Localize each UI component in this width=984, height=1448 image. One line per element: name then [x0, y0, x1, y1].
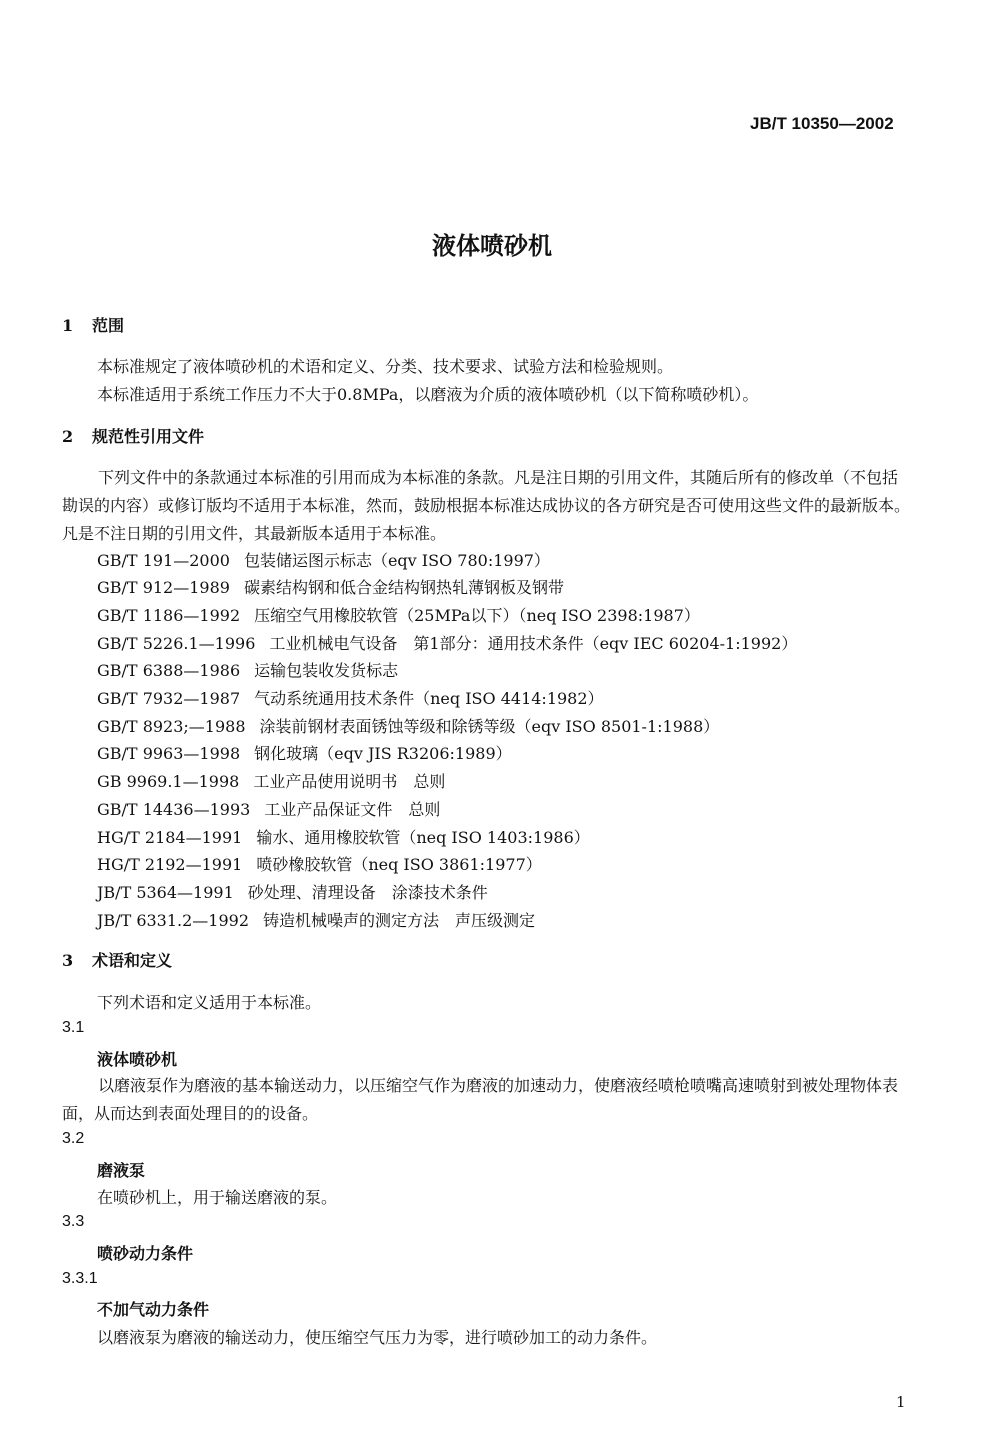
reference-code: JB/T 6331.2—1992	[97, 911, 250, 930]
document-title: 液体喷砂机	[432, 231, 552, 260]
reference-code: GB/T 8923;—1988	[97, 717, 246, 736]
reference-item	[97, 852, 542, 875]
standard-code: JB/T 10350—2002	[750, 114, 894, 133]
term-definition: 以磨液泵为磨液的输送动力，使压缩空气压力为零，进行喷砂加工的动力条件。	[97, 1328, 658, 1347]
term-name: 液体喷砂机	[97, 1050, 178, 1069]
terms-intro: 下列术语和定义适用于本标准。	[97, 993, 322, 1012]
reference-code: GB/T 191—2000	[97, 551, 230, 570]
term-definition: 以磨液泵作为磨液的基本输送动力，以压缩空气作为磨液的加速动力，使磨液经喷枪喷嘴高速喷射到被处理物体表面，从而达到表面处理目的的设备。	[62, 1076, 899, 1123]
reference-code: GB 9969.1—1998	[97, 772, 240, 791]
section-2-heading	[62, 424, 204, 447]
reference-item	[97, 825, 590, 848]
section-number: 1	[62, 316, 74, 335]
scope-paragraph-1: 本标准规定了液体喷砂机的术语和定义、分类、技术要求、试验方法和检验规则。	[97, 357, 674, 376]
section-title: 范围	[92, 316, 125, 335]
reference-title: 包装储运图示标志（eqv ISO 780:1997）	[243, 551, 550, 570]
reference-code: HG/T 2184—1991	[97, 828, 243, 847]
reference-code: JB/T 5364—1991	[97, 883, 234, 902]
reference-item	[97, 686, 604, 709]
reference-item	[97, 880, 488, 903]
reference-title: 输水、通用橡胶软管（neq ISO 1403:1986）	[256, 828, 590, 847]
reference-item	[97, 575, 564, 598]
section-title: 规范性引用文件	[92, 427, 205, 446]
reference-code: GB/T 6388—1986	[97, 661, 241, 680]
reference-title: 运输包装收发货标志	[254, 661, 399, 680]
clause-number: 3.2	[62, 1130, 85, 1147]
term-name: 喷砂动力条件	[97, 1244, 194, 1263]
section-number: 3	[62, 951, 74, 970]
reference-item	[97, 797, 440, 820]
reference-code: GB/T 1186—1992	[97, 606, 241, 625]
reference-code: GB/T 9963—1998	[97, 744, 241, 763]
reference-code: HG/T 2192—1991	[97, 855, 243, 874]
reference-item	[97, 769, 445, 792]
reference-item	[97, 658, 398, 681]
reference-code: GB/T 7932—1987	[97, 689, 241, 708]
term-name: 磨液泵	[97, 1161, 146, 1180]
clause-number: 3.3.1	[62, 1270, 98, 1287]
term-definition: 在喷砂机上，用于输送磨液的泵。	[97, 1188, 338, 1207]
reference-title: 工业产品使用说明书 总则	[253, 772, 446, 791]
section-number: 2	[62, 427, 74, 446]
reference-title: 钢化玻璃（eqv JIS R3206:1989）	[254, 744, 512, 763]
reference-title: 工业机械电气设备 第1部分：通用技术条件（eqv IEC 60204-1:1992）	[269, 634, 798, 653]
reference-title: 喷砂橡胶软管（neq ISO 3861:1977）	[256, 855, 542, 874]
clause-number: 3.3	[62, 1213, 85, 1230]
clause-number: 3.1	[62, 1019, 85, 1036]
reference-title: 工业产品保证文件 总则	[264, 800, 441, 819]
reference-title: 砂处理、清理设备 涂漆技术条件	[247, 883, 488, 902]
scope-paragraph-2: 本标准适用于系统工作压力不大于0.8MPa，以磨液为介质的液体喷砂机（以下简称喷砂机）。	[97, 385, 759, 404]
reference-item	[97, 548, 550, 571]
reference-title: 涂装前钢材表面锈蚀等级和除锈等级（eqv ISO 8501-1:1988）	[259, 717, 720, 736]
reference-code: GB/T 5226.1—1996	[97, 634, 256, 653]
section-3-heading	[62, 948, 172, 971]
page-number: 1	[896, 1393, 906, 1411]
reference-item	[97, 908, 535, 931]
reference-title: 碳素结构钢和低合金结构钢热轧薄钢板及钢带	[243, 578, 564, 597]
section-title: 术语和定义	[92, 951, 173, 970]
reference-title: 压缩空气用橡胶软管（25MPa以下）（neq ISO 2398:1987）	[254, 606, 700, 625]
reference-item	[97, 741, 512, 764]
reference-item	[97, 714, 719, 737]
reference-title: 铸造机械噪声的测定方法 声压级测定	[263, 911, 536, 930]
reference-code: GB/T 912—1989	[97, 578, 230, 597]
normative-references-intro: 下列文件中的条款通过本标准的引用而成为本标准的条款。凡是注日期的引用文件，其随后所有的修改单（不包括勘误的内容）或修订版均不适用于本标准，然而，鼓励根据本标准达成协议的各方研究是否可使用这些文件的最新版本。凡是不注日期的引用文件，其最新版本适用于本标准。	[62, 468, 911, 543]
term-name: 不加气动力条件	[97, 1300, 210, 1319]
reference-code: GB/T 14436—1993	[97, 800, 251, 819]
reference-item	[97, 631, 797, 654]
reference-item	[97, 603, 700, 626]
reference-title: 气动系统通用技术条件（neq ISO 4414:1982）	[254, 689, 604, 708]
section-1-heading	[62, 313, 124, 336]
